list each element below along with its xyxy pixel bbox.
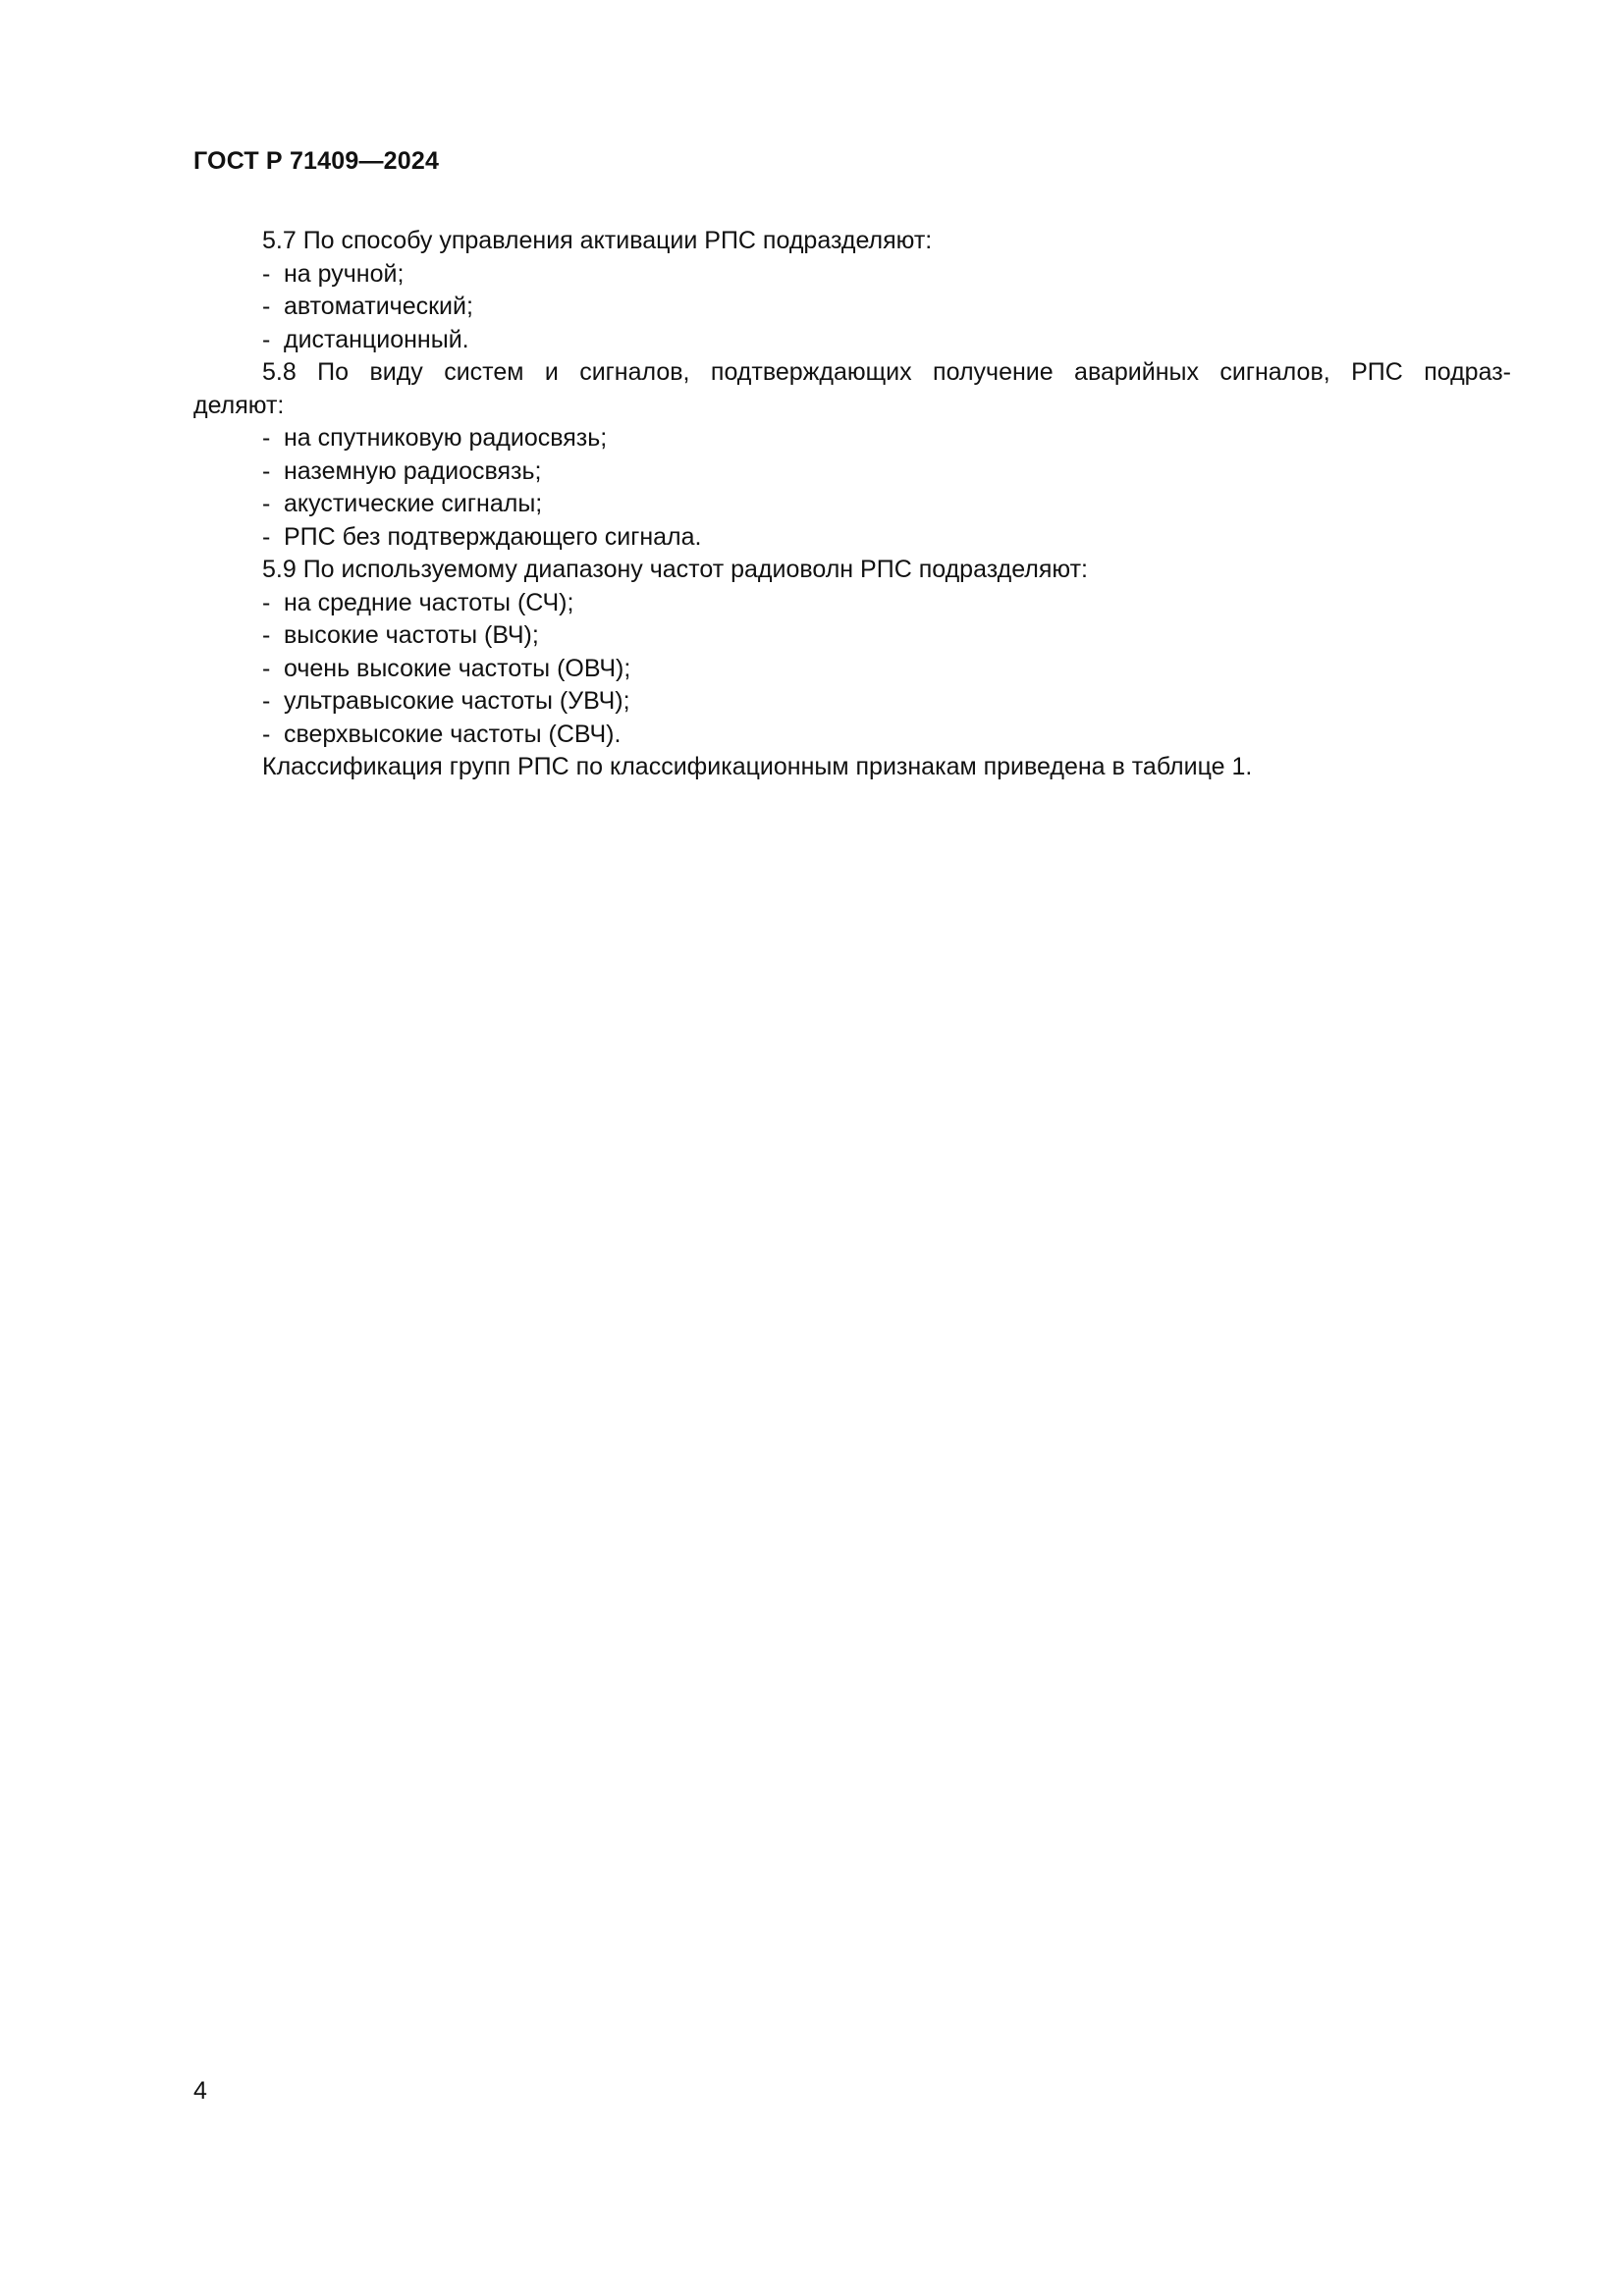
list-item — [193, 291, 1511, 324]
document-body — [193, 225, 1511, 784]
list-dash: - — [262, 424, 271, 452]
section-5-8-intro-line2: деляют: — [193, 391, 285, 419]
list-item — [193, 587, 1511, 620]
list-dash: - — [262, 522, 271, 551]
list-item — [193, 719, 1511, 752]
list-item — [193, 685, 1511, 719]
list-dash: - — [262, 325, 271, 353]
list-item — [193, 619, 1511, 653]
list-dash: - — [262, 621, 271, 649]
list-dash: - — [262, 456, 271, 485]
list-item — [193, 422, 1511, 455]
list-dash: - — [262, 588, 271, 616]
list-item-text: ультравысокие частоты (УВЧ); — [284, 687, 630, 715]
list-dash: - — [262, 720, 271, 748]
list-item — [193, 258, 1511, 292]
list-item-text: очень высокие частоты (ОВЧ); — [284, 654, 631, 682]
list-item-text: высокие частоты (ВЧ); — [284, 621, 539, 649]
page-number: 4 — [193, 2077, 207, 2105]
list-item-text: РПС без подтверждающего сигнала. — [284, 522, 702, 551]
list-item-text: наземную радиосвязь; — [284, 456, 542, 485]
list-item — [193, 521, 1511, 555]
list-item-text: акустические сигналы; — [284, 490, 543, 517]
list-dash: - — [262, 259, 271, 288]
list-item — [193, 488, 1511, 521]
list-item — [193, 455, 1511, 489]
list-item — [193, 324, 1511, 357]
list-item-text: на спутниковую радиосвязь; — [284, 424, 608, 452]
list-dash: - — [262, 654, 271, 682]
list-item-text: сверхвысокие частоты (СВЧ). — [284, 720, 622, 748]
section-5-8-intro-line1: 5.8 По виду систем и сигналов, подтверждающих получение аварийных сигналов, РПС подраз- — [262, 358, 1511, 386]
closing-paragraph: Классификация групп РПС по классификационным признакам приведена в таблице 1. — [262, 753, 1253, 780]
list-item-text: на ручной; — [284, 259, 405, 288]
list-dash: - — [262, 687, 271, 715]
list-dash: - — [262, 490, 271, 517]
list-item-text: на средние частоты (СЧ); — [284, 588, 574, 616]
document-code-header: ГОСТ Р 71409—2024 — [193, 147, 440, 175]
section-5-7-intro: 5.7 По способу управления активации РПС подразделяют: — [262, 227, 933, 254]
list-item-text: дистанционный. — [284, 325, 469, 353]
section-5-9-intro: 5.9 По используемому диапазону частот радиоволн РПС подразделяют: — [262, 556, 1089, 583]
list-item-text: автоматический; — [284, 293, 473, 320]
list-dash: - — [262, 293, 271, 320]
list-item — [193, 653, 1511, 686]
